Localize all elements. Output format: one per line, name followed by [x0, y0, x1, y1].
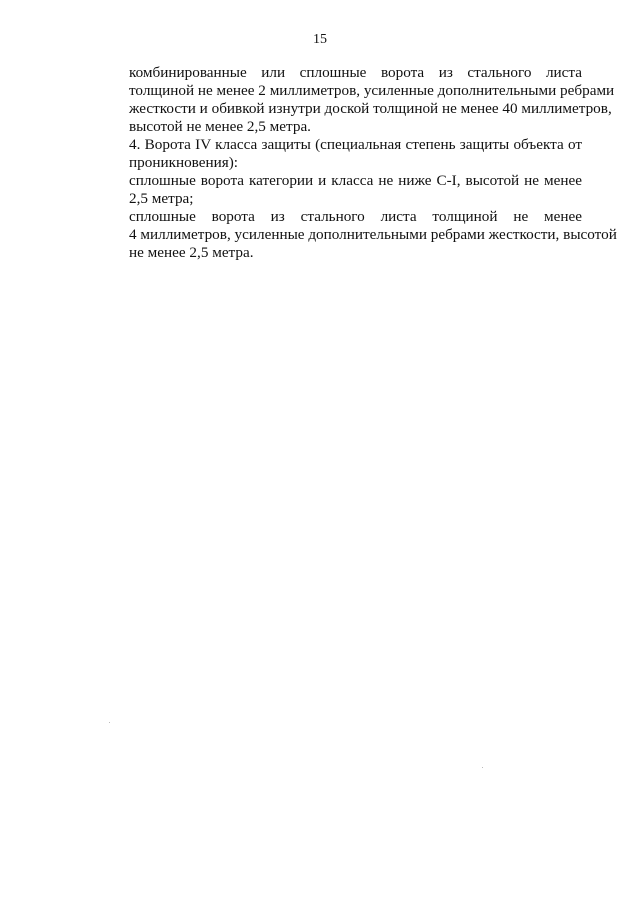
text-line: жесткости и обивкой изнутри доской толщиной не менее 40 миллиметров,: [129, 100, 612, 117]
text-line: комбинированные или сплошные ворота из стального листа: [129, 64, 582, 81]
paragraph-combined-gates: [93, 64, 615, 136]
text-line: сплошные ворота категории и класса не ниже С-I, высотой не менее: [129, 172, 582, 189]
scan-speck: [109, 722, 110, 723]
document-body: [93, 64, 617, 262]
text-line: не менее 2,5 метра.: [129, 244, 254, 261]
text-line: толщиной не менее 2 миллиметров, усиленные дополнительными ребрами: [129, 82, 615, 99]
scan-speck: [482, 767, 483, 768]
paragraph-solid-steel-gates: [93, 208, 617, 262]
page-number: 15: [313, 32, 327, 47]
text-line: 4. Ворота IV класса защиты (специальная степень защиты объекта от: [129, 136, 582, 153]
text-line: 2,5 метра;: [129, 190, 194, 207]
paragraph-class-iv-heading: [93, 136, 582, 172]
paragraph-solid-gates-category: [93, 172, 582, 208]
text-line: сплошные ворота из стального листа толщиной не менее: [129, 208, 582, 225]
text-line: проникновения):: [129, 154, 239, 171]
text-line: высотой не менее 2,5 метра.: [129, 118, 311, 135]
text-line: 4 миллиметров, усиленные дополнительными ребрами жесткости, высотой: [129, 226, 617, 243]
